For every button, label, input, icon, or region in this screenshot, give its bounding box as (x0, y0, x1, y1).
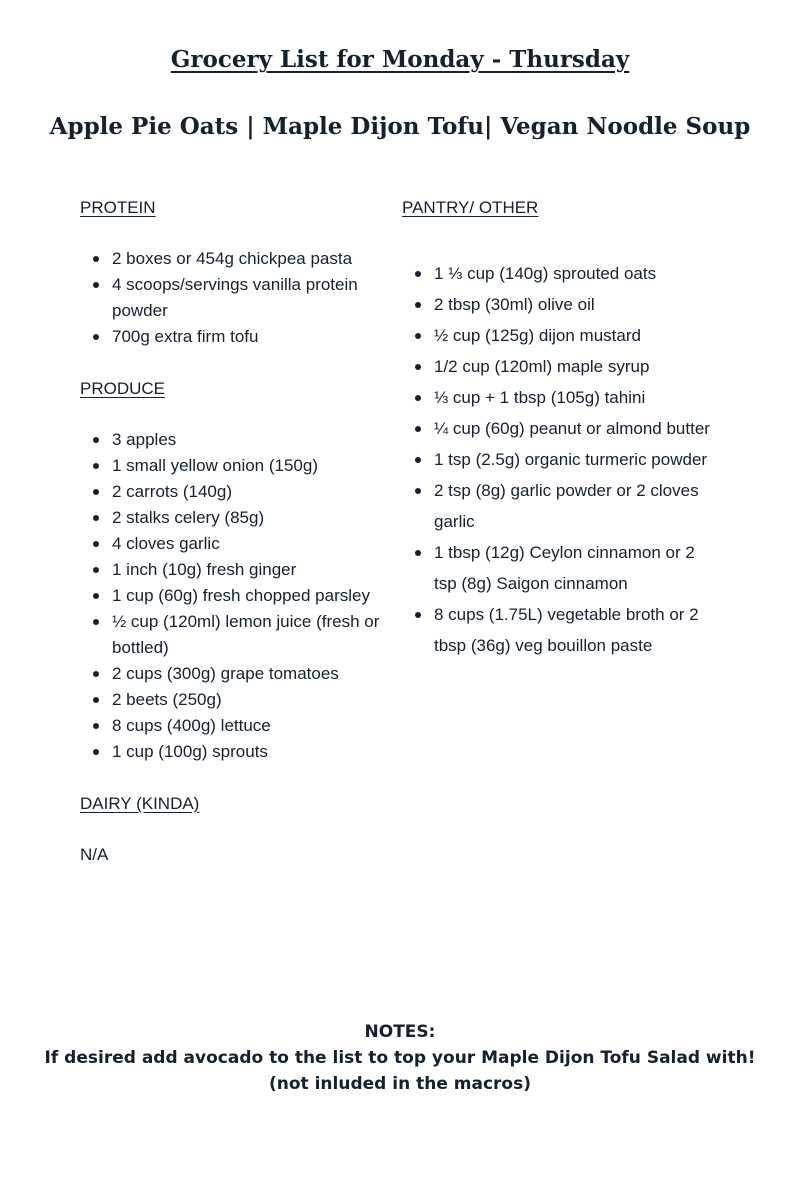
list-item: 4 cloves garlic (80, 531, 380, 557)
list-item: ¼ cup (60g) peanut or almond butter (402, 413, 722, 444)
list-item: 2 boxes or 454g chickpea pasta (80, 246, 380, 272)
list-item: 2 carrots (140g) (80, 479, 380, 505)
notes-heading: NOTES: (364, 1022, 436, 1042)
list-item: ⅓ cup + 1 tbsp (105g) tahini (402, 382, 722, 413)
list-item: 8 cups (400g) lettuce (80, 713, 380, 739)
page-title: Grocery List for Monday - Thursday (170, 46, 630, 73)
list-item: 3 apples (80, 427, 380, 453)
list-item: 1 tbsp (12g) Ceylon cinnamon or 2 tsp (8g) Saigon cinnamon (402, 537, 722, 599)
list-item: ½ cup (125g) dijon mustard (402, 320, 722, 351)
dairy-value: N/A (80, 845, 109, 864)
notes-line: If desired add avocado to the list to top your Maple Dijon Tofu Salad with! (44, 1048, 756, 1068)
list-item: 1/2 cup (120ml) maple syrup (402, 351, 722, 382)
list-item: 1 ⅓ cup (140g) sprouted oats (402, 258, 722, 289)
list-item: ½ cup (120ml) lemon juice (fresh or bottled) (80, 609, 380, 661)
list-item: 1 cup (100g) sprouts (80, 739, 380, 765)
list-item: 1 inch (10g) fresh ginger (80, 557, 380, 583)
notes-line: (not inluded in the macros) (269, 1074, 531, 1094)
list-item: 2 tsp (8g) garlic powder or 2 cloves garlic (402, 475, 722, 537)
list-item: 2 stalks celery (85g) (80, 505, 380, 531)
list-item: 2 cups (300g) grape tomatoes (80, 661, 380, 687)
list-item: 1 small yellow onion (150g) (80, 453, 380, 479)
notes-section (0, 1019, 800, 1097)
list-item: 4 scoops/servings vanilla protein powder (80, 272, 380, 324)
protein-list (80, 246, 380, 350)
produce-heading: PRODUCE (80, 379, 166, 398)
right-column (402, 196, 722, 661)
list-item: 1 tsp (2.5g) organic turmeric powder (402, 444, 722, 475)
dairy-heading: DAIRY (KINDA) (80, 794, 200, 813)
pantry-heading: PANTRY/ OTHER (402, 198, 539, 217)
list-item: 2 tbsp (30ml) olive oil (402, 289, 722, 320)
list-item: 700g extra firm tofu (80, 324, 380, 350)
list-item: 8 cups (1.75L) vegetable broth or 2 tbsp (36g) veg bouillon paste (402, 599, 722, 661)
list-item: 2 beets (250g) (80, 687, 380, 713)
page-subtitle: Apple Pie Oats | Maple Dijon Tofu| Vegan Noodle Soup (49, 113, 751, 140)
protein-heading: PROTEIN (80, 198, 156, 217)
produce-list (80, 427, 380, 765)
left-column (80, 196, 380, 867)
pantry-list (402, 258, 722, 661)
list-item: 1 cup (60g) fresh chopped parsley (80, 583, 380, 609)
